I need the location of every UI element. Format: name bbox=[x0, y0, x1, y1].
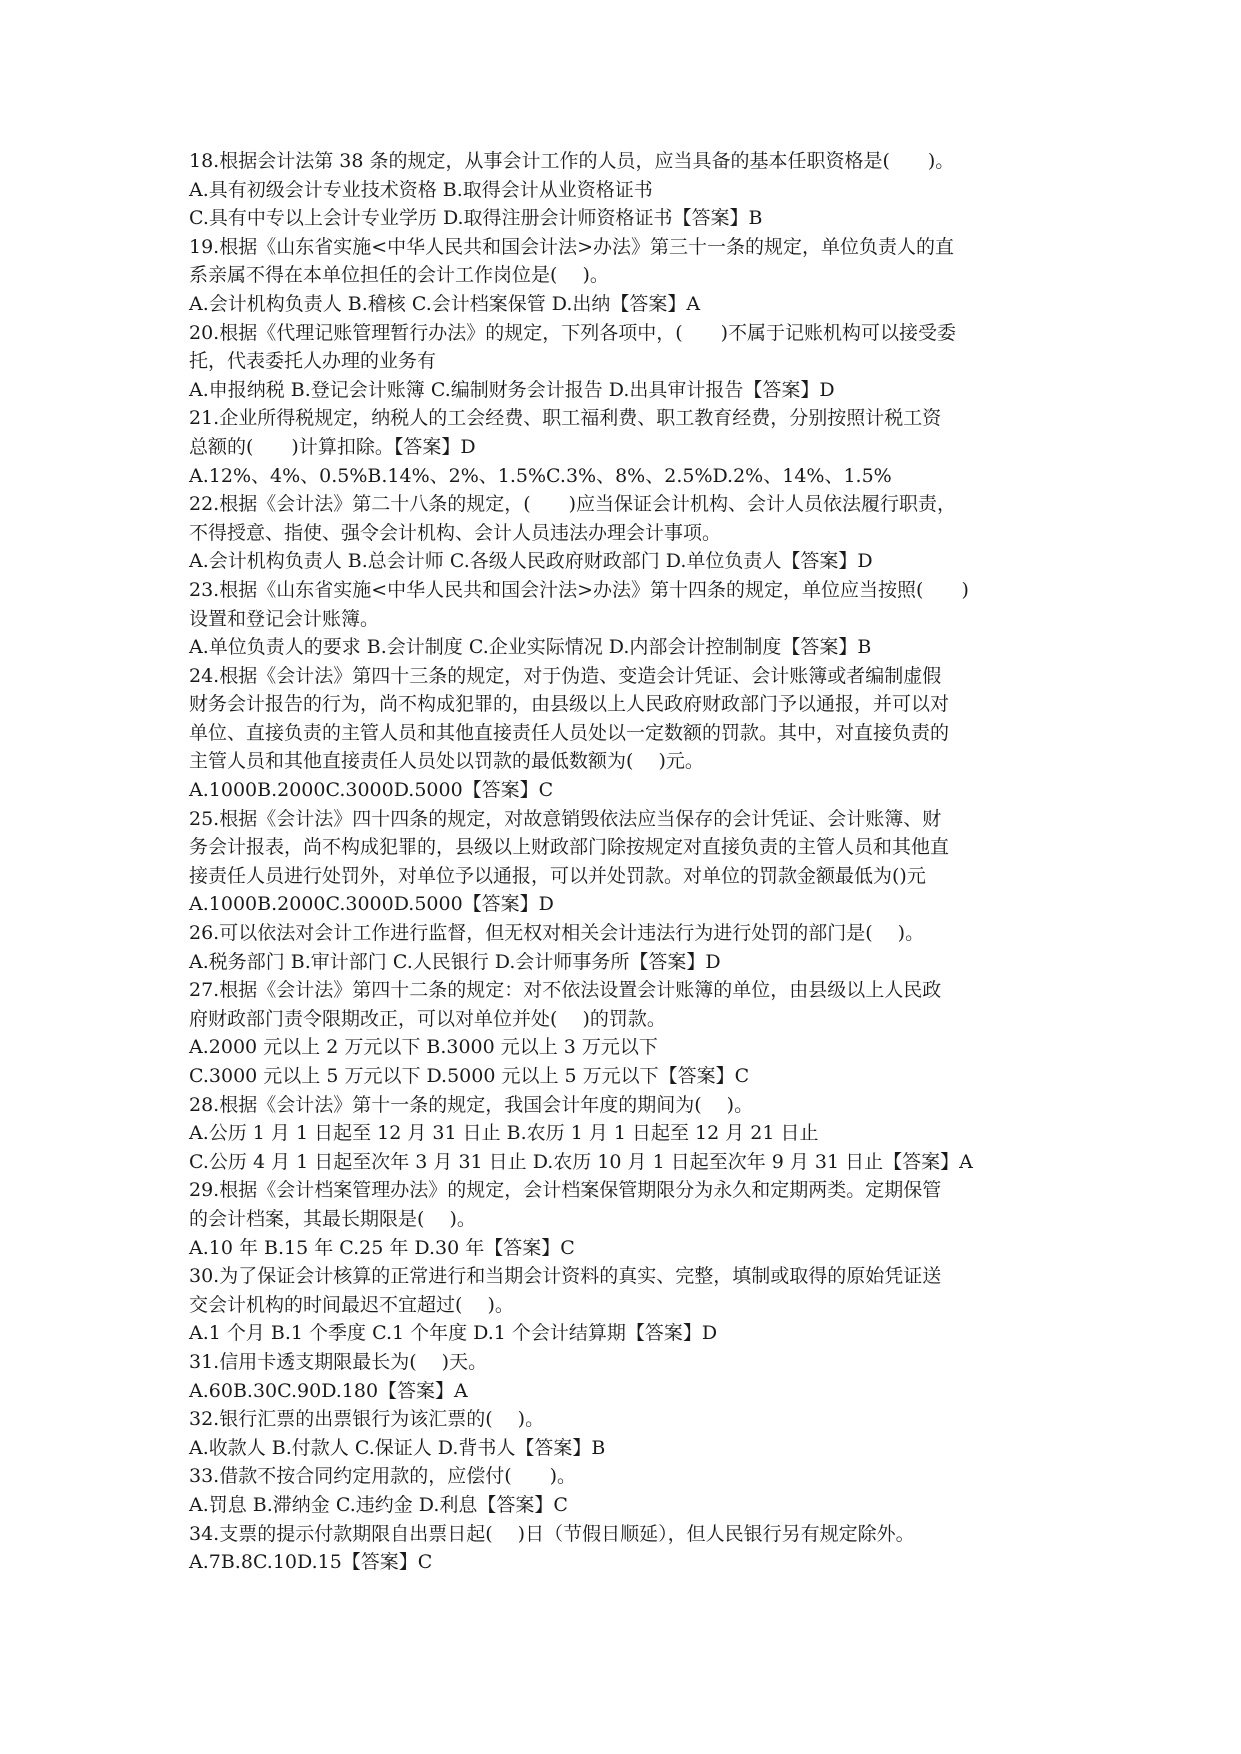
text-line: 务会计报表，尚不构成犯罪的，县级以上财政部门除按规定对直接负责的主管人员和其他直 bbox=[189, 836, 950, 859]
text-line: 不得授意、指使、强令会计机构、会计人员违法办理会计事项。 bbox=[189, 521, 722, 544]
text-line: C.公历 4 月 1 日起至次年 3 月 31 日止 D.农历 10 月 1 日起至次年 9 月 31 日止【答案】A bbox=[189, 1150, 973, 1173]
text-line: 系亲属不得在本单位担任的会计工作岗位是( )。 bbox=[189, 264, 609, 287]
text-line: A.单位负责人的要求 B.会计制度 C.企业实际情况 D.内部会计控制制度【答案】B bbox=[189, 636, 872, 659]
text-line: 31.信用卡透支期限最长为( )天。 bbox=[189, 1350, 488, 1373]
text-line: A.7B.8C.10D.15【答案】C bbox=[189, 1551, 433, 1574]
text-line: 托，代表委托人办理的业务有 bbox=[189, 350, 437, 373]
text-line: 的会计档案，其最长期限是( )。 bbox=[189, 1207, 476, 1230]
text-line: A.具有初级会计专业技术资格 B.取得会计从业资格证书 bbox=[189, 178, 653, 201]
text-line: A.1000B.2000C.3000D.5000【答案】D bbox=[189, 893, 554, 916]
text-line: 财务会计报告的行为，尚不构成犯罪的，由县级以上人民政府财政部门予以通报，并可以对 bbox=[189, 693, 950, 716]
text-line: C.具有中专以上会计专业学历 D.取得注册会计师资格证书【答案】B bbox=[189, 207, 763, 230]
text-line: 18.根据会计法第 38 条的规定，从事会计工作的人员，应当具备的基本任职资格是( )。 bbox=[189, 150, 955, 172]
text-line: A.收款人 B.付款人 C.保证人 D.背书人【答案】B bbox=[189, 1436, 606, 1459]
text-line: 设置和登记会计账簿。 bbox=[189, 607, 380, 630]
text-line: A.60B.30C.90D.180【答案】A bbox=[189, 1379, 468, 1402]
text-line: 27.根据《会计法》第四十二条的规定：对不依法设置会计账簿的单位，由县级以上人民政 bbox=[189, 979, 942, 1002]
text-line: 33.借款不按合同约定用款的，应偿付( )。 bbox=[189, 1465, 577, 1488]
text-line: A.12%、4%、0.5%B.14%、2%、1.5%C.3%、8%、2.5%D.2%、14%、1.5% bbox=[189, 464, 892, 487]
text-line: A.申报纳税 B.登记会计账簿 C.编制财务会计报告 D.出具审计报告【答案】D bbox=[189, 378, 835, 401]
text-line: A.10 年 B.15 年 C.25 年 D.30 年【答案】C bbox=[189, 1236, 575, 1259]
text-line: 34.支票的提示付款期限自出票日起( )日（节假日顺延），但人民银行另有规定除外。 bbox=[189, 1522, 915, 1545]
text-line: 交会计机构的时间最迟不宜超过( )。 bbox=[189, 1293, 514, 1316]
text-line: 25.根据《会计法》四十四条的规定，对故意销毁依法应当保存的会计凭证、会计账簿、财 bbox=[189, 807, 942, 830]
text-line: 29.根据《会计档案管理办法》的规定，会计档案保管期限分为永久和定期两类。定期保管 bbox=[189, 1179, 942, 1202]
text-line: 20.根据《代理记账管理暂行办法》的规定，下列各项中，( )不属于记账机构可以接受委 bbox=[189, 321, 957, 344]
text-line: A.税务部门 B.审计部门 C.人民银行 D.会计师事务所【答案】D bbox=[189, 950, 721, 973]
text-line: A.1 个月 B.1 个季度 C.1 个年度 D.1 个会计结算期【答案】D bbox=[189, 1322, 718, 1345]
text-line: 接责任人员进行处罚外，对单位予以通报，可以并处罚款。对单位的罚款金额最低为()元 bbox=[189, 864, 926, 887]
text-line: C.3000 元以上 5 万元以下 D.5000 元以上 5 万元以下【答案】C bbox=[189, 1065, 750, 1087]
text-line: 22.根据《会计法》第二十八条的规定，( )应当保证会计机构、会计人员依法履行职责， bbox=[189, 493, 957, 516]
text-line: 28.根据《会计法》第十一条的规定，我国会计年度的期间为( )。 bbox=[189, 1093, 754, 1116]
text-line: A.1000B.2000C.3000D.5000【答案】C bbox=[189, 779, 554, 802]
text-line: 26.可以依法对会计工作进行监督，但无权对相关会计违法行为进行处罚的部门是( )。 bbox=[189, 922, 925, 945]
text-line: 24.根据《会计法》第四十三条的规定，对于伪造、变造会计凭证、会计账簿或者编制虚假 bbox=[189, 664, 942, 687]
document-page bbox=[189, 147, 1069, 1577]
text-line: 单位、直接负责的主管人员和其他直接责任人员处以一定数额的罚款。其中，对直接负责的 bbox=[189, 721, 950, 744]
text-line: A.2000 元以上 2 万元以下 B.3000 元以上 3 万元以下 bbox=[189, 1036, 658, 1059]
text-line: 32.银行汇票的出票银行为该汇票的( )。 bbox=[189, 1408, 545, 1431]
text-line: 21.企业所得税规定，纳税人的工会经费、职工福利费、职工教育经费，分别按照计税工资 bbox=[189, 407, 942, 430]
text-line: A.会计机构负责人 B.总会计师 C.各级人民政府财政部门 D.单位负责人【答案】D bbox=[189, 550, 873, 573]
text-line: A.会计机构负责人 B.稽核 C.会计档案保管 D.出纳【答案】A bbox=[189, 292, 701, 315]
text-line: 府财政部门责令限期改正，可以对单位并处( )的罚款。 bbox=[189, 1007, 666, 1030]
text-line: 总额的( )计算扣除。【答案】D bbox=[189, 435, 476, 458]
text-line: A.罚息 B.滞纳金 C.违约金 D.利息【答案】C bbox=[189, 1493, 568, 1516]
text-line: A.公历 1 月 1 日起至 12 月 31 日止 B.农历 1 月 1 日起至 12 月 21 日止 bbox=[189, 1122, 819, 1145]
text-line: 主管人员和其他直接责任人员处以罚款的最低数额为( )元。 bbox=[189, 750, 704, 773]
text-line: 30.为了保证会计核算的正常进行和当期会计资料的真实、完整，填制或取得的原始凭证送 bbox=[189, 1265, 942, 1288]
text-line: 19.根据《山东省实施<中华人民共和国会计法>办法》第三十一条的规定，单位负责人的直 bbox=[189, 235, 955, 258]
text-line: 23.根据《山东省实施<中华人民共和国会汁法>办法》第十四条的规定，单位应当按照( ) bbox=[189, 578, 969, 601]
